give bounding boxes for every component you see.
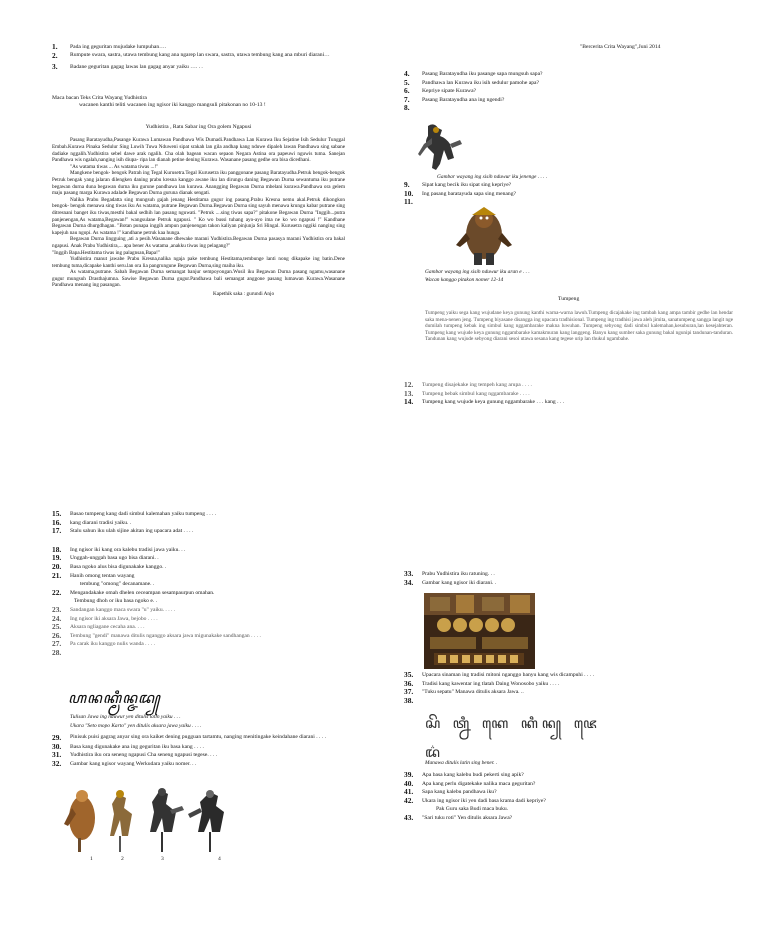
question-20: 20. Basa ngoko alus bisa digunakake kanggo. . xyxy=(52,561,167,571)
story-paragraph: Mangkene bengok- bengok Patrah ing Tegal Kurusetra.Tegal Kurusetra iku panggonane pasang Baratayudha.Petruk bengok-bengok Petruk bengak yang jalaran dilengken daning prabu kresna kanggo awane iku lan dirungu daning Begawan Durna sewantuma iku putrane begawan durna duna begawan durna iku gurune pandhawa lan kurawa. Anangging Begawan Durna mbelani kurawa.Pandhawa ora gelem maju pasang marga Kurawa adalade Begawan Durna guruna dianak sengati. xyxy=(52,170,345,197)
wayang-puppet-image xyxy=(410,120,470,172)
story-source: Kapethik saka : gurundi Anjo xyxy=(212,291,275,298)
right-mid2-questions xyxy=(404,381,734,407)
wayang-number-3: 3 xyxy=(161,856,164,862)
caption-28b: Ukara "Seto mopo Karto" yen ditulis aksara jawa yaiku . . . . xyxy=(70,723,202,729)
question-2: 2. Rumpute swara, sastra, utawa tembung kang ana ngarep lan swara, sastra, utawa tembung kang ana mburi diarani… xyxy=(52,50,330,60)
caption-8: Gambar wayang ing sisih nduwur iku jenenge . . . . xyxy=(437,174,548,180)
question-26: 26. Tembung "gendi" manawa ditulis nganggo aksara jawa migunakake sandhangan . . . . xyxy=(52,630,261,640)
caption-11a: Gambar wayang ing sisih nduwur iku aran e . . . xyxy=(425,269,530,275)
question-22: 22. Mengandakake omah dhelen ceceampan sesampaurpun omahan. xyxy=(52,587,215,597)
wayang-number-2: 2 xyxy=(121,856,124,862)
story-paragraph: Begawan Durna lingguing ,ati a pesih.Wasanane dhewake marani Yudhistira.Begawan Durna pasasya marani Yudhistira ora bakal ngapusi. Anak Prabu Yudhistira,... apa bener As watama ,anakku tiwas ing pelagang?" xyxy=(52,236,345,249)
wayang-giant-image xyxy=(452,205,516,267)
question-37: 37. "Tuku sepatu" Manawa ditulis aksara Jawa. .. xyxy=(404,687,524,697)
question-27: 27. Pa carak iku kanggo nulis wanda . . . . xyxy=(52,639,155,649)
right-mid-questions xyxy=(404,181,734,207)
story-paragraph: As watama,putrane. Sabah Begawan Durna semangat banjur sempoyongan.Wusil iku Begawan Durna pasang ngamu,wasanane gugur mungsuh Drasthajumna. Sawise Begawan Durna gugur.Pandhawa bali semangat anggone pasang lumawan Kurawa.Wasanane Pandhawa menang ing pasangan. xyxy=(52,269,345,289)
story-paragraph: "As watama tiwas ... As watama tiwas ...!" xyxy=(70,163,159,170)
question-43: 43. "Sari tuku roti" Yen ditulis aksara Jawa? xyxy=(404,812,513,822)
question-22-continued: Tembung dhoh or iku basa ngoko e. . xyxy=(74,598,158,605)
question-7: 7. Pasang Baratayudha ana ing ngendi? xyxy=(404,94,505,104)
question-35: 35. Upacara sinaman ing tradisi mitoni nganggo banyu kang wis dicampuhi . . . . xyxy=(404,670,594,679)
question-30: 30. Basa kang digunakake ana ing geguritan iku basa kang . . . . xyxy=(52,741,204,751)
reading-instructions: Maca bacan Teks Crita Wayang Yudhistira wacanen kanthi teliti wacanen ing ngisor iki kanggo mangsuli pitakonan no 10-13 ! xyxy=(52,95,266,109)
right-top-questions xyxy=(404,70,734,113)
question-40: 40. Apa kang perlu digatekake nalika maca geguritan? xyxy=(404,778,536,788)
right-bottom-questions xyxy=(404,570,734,587)
question-31: 31. Yudhistira iku ora seneng ngapusi Cha seneng ngapusi tegese. . . . xyxy=(52,750,218,760)
tumpeng-title: Tumpeng xyxy=(558,296,580,302)
story-paragraph: "Inggih Bapa.Hestitama tiwas ing palagnsan,Bapa!" xyxy=(52,249,160,256)
question-28: 28. xyxy=(52,647,62,657)
question-24: 24. Ing ngisor iki aksara Jawa, bejobo . . . . xyxy=(52,613,158,623)
javanese-script-28: ꦲꦤꦏ꧀ꦩꦶꦤ꧀ꦗꦢ꧀ xyxy=(68,689,161,707)
question-15: 15. Basao tumpeng kang dadi simbul kalemahan yaiku tumpeng . . . . xyxy=(52,509,217,518)
question-16: 16. kang diarani tradisi yaiku. . xyxy=(52,517,132,527)
story-paragraph: Nalika Prabu Begadatta sing mungsuh gajah jenang Hestitama gugur ing pasang.Prabu Kresna nemu akal.Petruk dikongkon bengok- bengok menawa sing tiwas iku As watama, putrane Begawan Durna.Begawan Durna sing sayuh menawa krungu kabar putrane sing ditresnani banget iku tiwas,mesthi bakal sedhih lan pasang nguwati. "Petruk ....sing tiwas sapa?" pitakone Begawan Durna "Inggih...putra panjenengan,As watama,Begawan!" wangsulane Petruk ngapusi. " Ko wo bussi tuhang ayo-ayo ima ne ko wo ngapusi !" Kandhane Begawan Durna dhurgdhagan. "Botan punapa inggih ampun panjenengan takon kaliyan pinjunja Sri Hingal. Kurusetra nggiki nanging sing kapejuh nau ngopi. As watama !" kandhane petruk kaa hunga. xyxy=(52,196,345,236)
story xyxy=(52,124,345,298)
question-14: 14. Tumpeng kang wujude keya gunung nggambarake . . . kang . . . xyxy=(404,397,565,407)
question-38: 38. xyxy=(404,695,414,705)
question-21: 21. Hanih omong tentan wayang xyxy=(52,570,135,580)
question-42: 42. Ukara ing ngisor iki yen dadi basa krama dadi kepriye? xyxy=(404,795,546,805)
wayang-choices-image xyxy=(60,784,240,854)
question-32: 32. Gambar kang ngisor wayang Werkudara yaiku nomer. . . xyxy=(52,758,197,768)
question-39: 39. Apa basa kang kalebu budi pekerti sing apik? xyxy=(404,770,524,779)
question-42-sentence: Pak Guru saka Budi maca buku. xyxy=(436,806,509,813)
question-18: 18. Ing ngisor iki kang ora kalebu tradisi jawa yaiku. . . xyxy=(52,544,186,554)
header-title: "Bercerita Crita Wayang",Juni 2014 xyxy=(580,44,661,50)
question-13: 13. Tumpeng bebak simbul kang nggambarake . . . . xyxy=(404,388,530,398)
question-11: 11. xyxy=(404,197,413,207)
question-25: 25. Aksara ngliagane cecaha ana. . . . xyxy=(52,622,145,632)
caption-38: Manawa ditulis latin sing bener. . xyxy=(425,760,498,766)
question-6: 6. Kepriye sipate Kurawa? xyxy=(404,86,477,96)
story-title: Yudhistira , Ratu Sabar ing Ora golem Ngapusi xyxy=(145,124,252,130)
caption-11b: Wacan kanggo pitakon nomer 12-14 xyxy=(425,277,504,283)
question-33: 33. Prabu Yudhistira iku ratuning. . . xyxy=(404,569,495,578)
question-8: 8. xyxy=(404,103,410,113)
question-1: 1. Pada ing geguritan mujudake lumpuhan…. xyxy=(52,42,167,51)
question-10: 10. Ing pasang baratayuda sapa sing menang? xyxy=(404,188,516,198)
wayang-number-4: 4 xyxy=(218,856,221,862)
left-bottom-questions-2 xyxy=(52,734,352,768)
question-3: 3. Badane geguritan gagag lawas lan gagag anyar yaiku …. . . xyxy=(52,62,203,72)
question-4: 4. Pasang Baratayudha iku pasange sapa mungsuh sapa? xyxy=(404,69,543,78)
question-34: 34. Gambar kang ngisor iki diarani. . xyxy=(404,577,497,587)
question-23: 23. Sandangan kanggo maca swara "u" yaiku. . . . . xyxy=(52,604,176,614)
left-bottom-questions xyxy=(52,510,352,658)
left-top-questions xyxy=(52,43,342,72)
question-19: 19. Unggah-unggah basa ugo bisa diarani. . xyxy=(52,553,159,563)
story-paragraph: Yudhistira manut jawabe Prabu Kresna,nalika ngaja pake tembung Hestitama,tembunge lanti nong dikapake ing batin.Dene tembung tuma,dicapake kanthi seru.lan ora lia pangrungune Begawan Durna,sing maiha iku. xyxy=(52,256,345,269)
caption-28a: Tulisan Jawa ing nduwur yen ditulis latin yaiku . . . xyxy=(70,714,181,720)
question-21-continued: tembung "omong" decanamane. . xyxy=(80,581,155,588)
wayang-number-1: 1 xyxy=(90,856,93,862)
question-5: 5. Pandhawa lan Kurawa iku isih sedulur pamohe apa? xyxy=(404,77,539,87)
question-41: 41. Sapa kang kalebu pandhawa iku? xyxy=(404,787,497,797)
gamelan-image xyxy=(424,593,535,669)
question-29: 29. Pinisuk puisi gagrag anyar sing ora kaiket dening pugguan tartamtu, nanging menitingake keindahane diarani . . . . xyxy=(52,733,327,742)
story-paragraph: Pasang Baratayudha,Pasange Kurawa Lumawan Pandhawa Wis Dumadi.Pandhawa Lan Kurawa Iku Sejatine Isih Sedulur Tunggal Embah.Kurawa Pinaka Sedulur Sing Luwih Tuwa Nduweni sipat srakah lan gila andhap kang nduwe dipaleh lawan Pandhawa sing sabane dadiake nggalih.Yudhistira sebel dawe arak ngalih. Cha olah bagean wacan sepaon Negara Astina ora papeuwi nguwis tuma. Sanejan Pandhawa wis ngalah,nanging isih diupa- ripa lan dianah petine dening Kurawa. Wasanane pasang gedhe ora bisa dicedhani. xyxy=(52,137,345,164)
right-bottom-questions-3 xyxy=(404,771,734,823)
question-12: 12. Tumpeng disajekake ing tempeh kang arupa . . . . xyxy=(404,380,532,389)
tumpeng-text: Tumpeng yaiku sega kang wujudane keya gunung kanthi warna-warna lawuh.Tumpeng dicajakake ing tambah kang ampa tambir gedhe lan hendar saka mena-nenen jeng. Tumpeng biyasane disangga ing upacara tradhisional. Tumpeng ing tradhisi jawa aleh jimita, sanatumpeng sangga langit nge dumilah tumpeng kebak ing simbul kang nggambarake makna luwuhan. Tumpeng sebyong dadi simbul kalemahan,kesuburan,lan kesejahteran. Tumpeng kang wujude keya gunung nggambarake kamakmuran kang langgeng. Banyu kang sumber saka gunung bakal ngunipi tandunan-tanduran. Tandunan kang wujude sebyong diarani sesoi utawa sesana kang tegese urip lan thukul ngambahe. xyxy=(425,310,733,343)
right-bottom-questions-2 xyxy=(404,671,734,705)
javanese-script-38: ꦱꦼ ꦠ꧀ꦤꦶ ꦏꦺ ꦏꦶꦤ꧀ ꦗꦺ ꦢ꦳ xyxy=(425,716,601,761)
question-17: 17. Stalu sahun iku ulah sijine akitan ing upacara adat . . . . xyxy=(52,526,194,536)
question-36: 36. Tradisi kang kawentar ing tlatah Daing Wonosobo yaiku . . . . xyxy=(404,678,560,688)
question-9: 9. Sipat kang becik iku sipat sing kepriye? xyxy=(404,180,512,189)
